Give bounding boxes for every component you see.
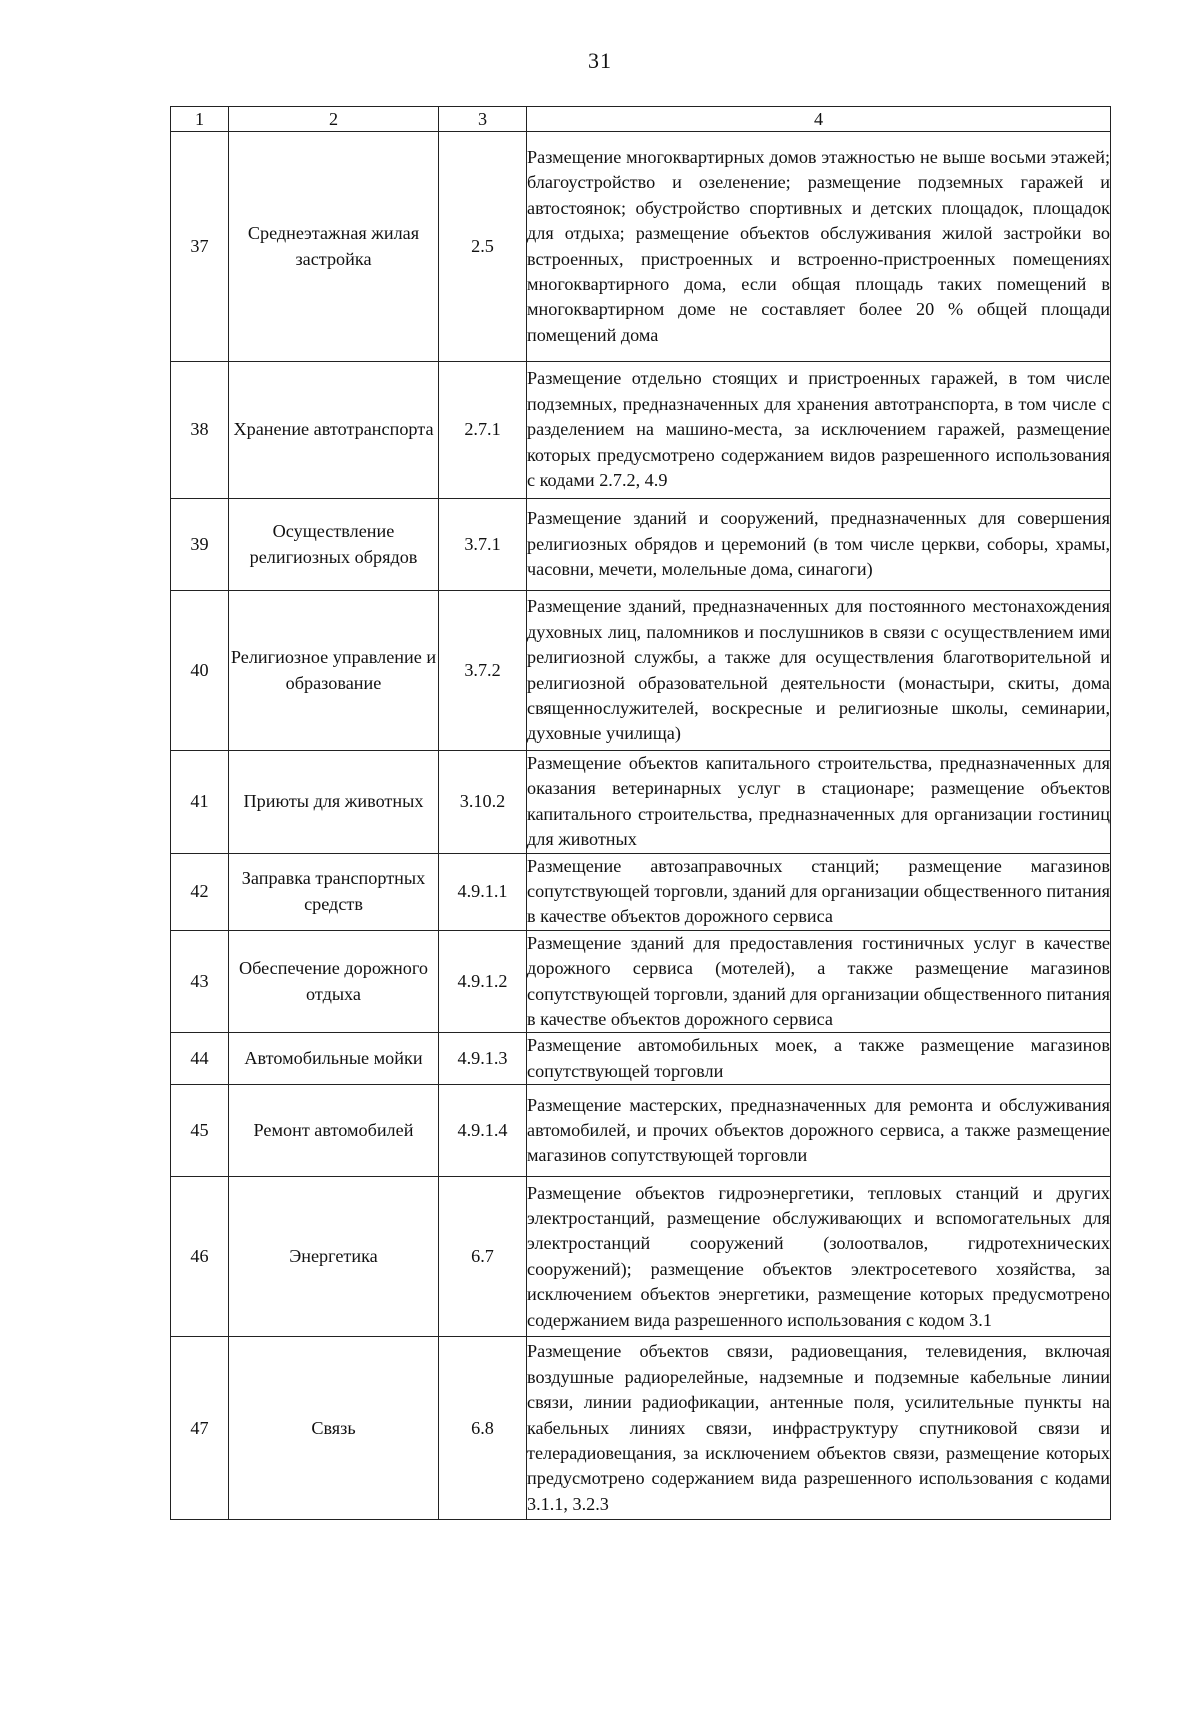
row-number: 39 (171, 499, 229, 591)
use-description: Размещение автозаправочных станций; размещение магазинов сопутствующей торговли, зданий для организации общественного питания в качестве объектов дорожного сервиса (527, 853, 1111, 930)
use-code: 4.9.1.3 (439, 1033, 527, 1085)
use-description: Размещение зданий для предоставления гостиничных услуг в качестве дорожного сервиса (мотелей), а также размещение магазинов сопутствующей торговли, зданий для организации общественного питания в качестве объектов дорожного сервиса (527, 930, 1111, 1033)
use-name: Ремонт автомобилей (229, 1085, 439, 1177)
table-row (171, 499, 1111, 591)
table-row (171, 591, 1111, 751)
table-row (171, 1033, 1111, 1085)
use-description: Размещение объектов гидроэнергетики, тепловых станций и других электростанций, размещение обслуживающих и вспомогательных для электростанций сооружений (золоотвалов, гидротехнических сооружений); размещение объектов электросетевого хозяйства, за исключением объектов энергетики, размещение которых предусмотрено содержанием вида разрешенного использования с кодом 3.1 (527, 1177, 1111, 1337)
use-description: Размещение объектов связи, радиовещания, телевидения, включая воздушные радиорелейные, надземные и подземные кабельные линии связи, линии радиофикации, антенные поля, усилительные пункты на кабельных линиях связи, инфраструктуру спутниковой связи и телерадиовещания, за исключением объектов связи, размещение которых предусмотрено содержанием вида разрешенного использования с кодами 3.1.1, 3.2.3 (527, 1337, 1111, 1520)
use-name: Обеспечение дорожного отдыха (229, 930, 439, 1033)
use-code: 6.7 (439, 1177, 527, 1337)
use-code: 4.9.1.1 (439, 853, 527, 930)
page-number: 31 (588, 48, 612, 73)
row-number: 40 (171, 591, 229, 751)
row-number: 38 (171, 362, 229, 499)
use-code: 4.9.1.4 (439, 1085, 527, 1177)
table-row (171, 1337, 1111, 1520)
column-header-number: 1 (171, 107, 229, 132)
use-name: Осуществление религиозных обрядов (229, 499, 439, 591)
use-name: Автомобильные мойки (229, 1033, 439, 1085)
use-code: 4.9.1.2 (439, 930, 527, 1033)
row-number: 45 (171, 1085, 229, 1177)
row-number: 42 (171, 853, 229, 930)
row-number: 37 (171, 132, 229, 362)
table-row (171, 751, 1111, 854)
use-code: 2.5 (439, 132, 527, 362)
use-code: 3.7.2 (439, 591, 527, 751)
use-code: 3.7.1 (439, 499, 527, 591)
use-code: 2.7.1 (439, 362, 527, 499)
use-code: 3.10.2 (439, 751, 527, 854)
use-description: Размещение мастерских, предназначенных для ремонта и обслуживания автомобилей, и прочих объектов дорожного сервиса, а также размещение магазинов сопутствующей торговли (527, 1085, 1111, 1177)
use-name: Энергетика (229, 1177, 439, 1337)
table-row (171, 853, 1111, 930)
column-header-description: 4 (527, 107, 1111, 132)
row-number: 46 (171, 1177, 229, 1337)
use-description: Размещение многоквартирных домов этажностью не выше восьми этажей; благоустройство и озеленение; размещение подземных гаражей и автостоянок; обустройство спортивных и детских площадок, площадок для отдыха; размещение объектов обслуживания жилой застройки во встроенных, пристроенных и встроенно-пристроенных помещениях многоквартирного дома, если общая площадь таких помещений в многоквартирном доме не составляет более 20 % общей площади помещений дома (527, 132, 1111, 362)
column-header-code: 3 (439, 107, 527, 132)
column-header-name: 2 (229, 107, 439, 132)
use-description: Размещение зданий и сооружений, предназначенных для совершения религиозных обрядов и церемоний (в том числе церкви, соборы, храмы, часовни, мечети, молельные дома, синагоги) (527, 499, 1111, 591)
table-row (171, 930, 1111, 1033)
use-code: 6.8 (439, 1337, 527, 1520)
use-description: Размещение отдельно стоящих и пристроенных гаражей, в том числе подземных, предназначенных для хранения автотранспорта, в том числе с разделением на машино-места, за исключением гаражей, размещение которых предусмотрено содержанием видов разрешенного использования с кодами 2.7.2, 4.9 (527, 362, 1111, 499)
use-name: Приюты для животных (229, 751, 439, 854)
use-description: Размещение автомобильных моек, а также размещение магазинов сопутствующей торговли (527, 1033, 1111, 1085)
use-description: Размещение зданий, предназначенных для постоянного местонахождения духовных лиц, паломников и послушников в связи с осуществлением ими религиозной службы, а также для осуществления благотворительной и религиозной образовательной деятельности (монастыри, скиты, дома священнослужителей, воскресные и религиозные школы, семинарии, духовные училища) (527, 591, 1111, 751)
row-number: 43 (171, 930, 229, 1033)
row-number: 47 (171, 1337, 229, 1520)
use-description: Размещение объектов капитального строительства, предназначенных для оказания ветеринарных услуг в стационаре; размещение объектов капитального строительства, предназначенных для организации гостиниц для животных (527, 751, 1111, 854)
table-row (171, 132, 1111, 362)
use-name: Среднеэтажная жилая застройка (229, 132, 439, 362)
use-name: Хранение автотранспорта (229, 362, 439, 499)
use-name: Заправка транспортных средств (229, 853, 439, 930)
table-header-row (171, 107, 1111, 132)
table-row (171, 362, 1111, 499)
use-name: Религиозное управление и образование (229, 591, 439, 751)
table-body (171, 132, 1111, 1520)
row-number: 41 (171, 751, 229, 854)
row-number: 44 (171, 1033, 229, 1085)
land-use-table (170, 106, 1111, 1520)
use-name: Связь (229, 1337, 439, 1520)
table-row (171, 1177, 1111, 1337)
table-row (171, 1085, 1111, 1177)
